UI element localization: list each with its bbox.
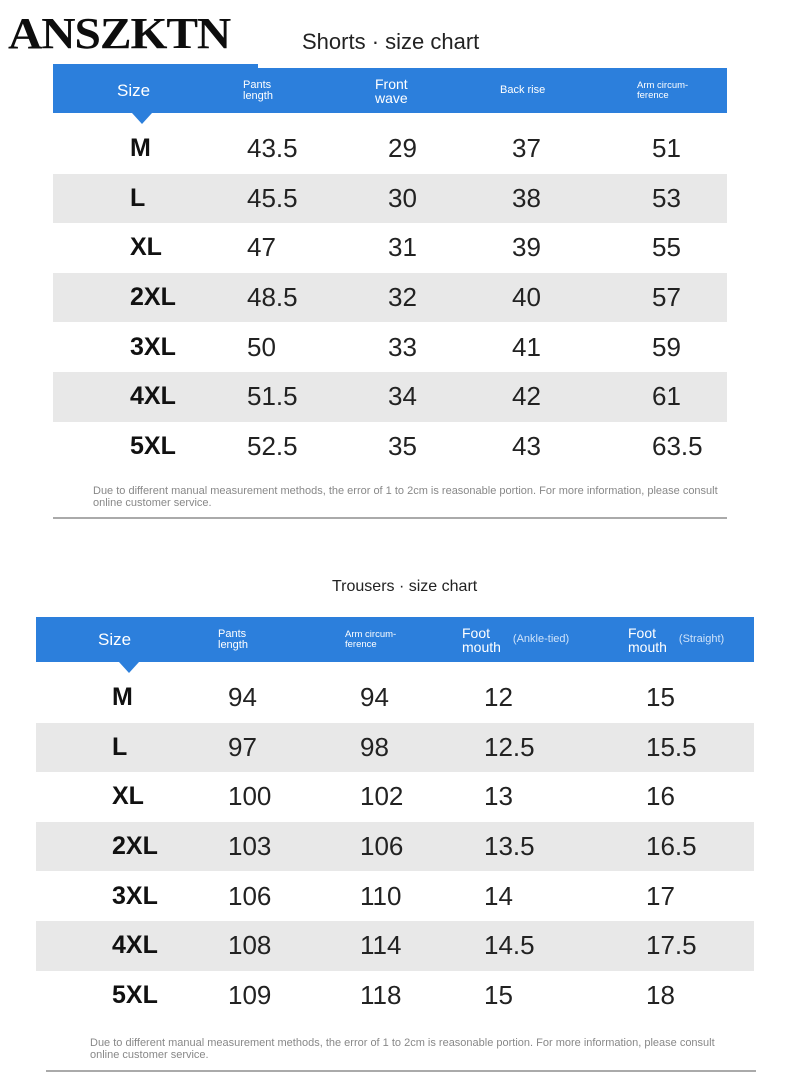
measurement-cell: 16.5: [646, 831, 697, 862]
measurement-cell: 51.5: [247, 381, 298, 412]
size-label: 4XL: [130, 382, 176, 411]
table-row: [36, 822, 754, 872]
shorts-table-header: [53, 68, 727, 113]
size-label: M: [130, 134, 151, 163]
header-label-line: ference: [345, 638, 377, 650]
measurement-cell: 13: [484, 781, 513, 812]
measurement-cell: 15: [484, 979, 513, 1010]
measurement-cell: 13.5: [484, 831, 535, 862]
table-row: [53, 322, 727, 372]
shorts-title: Shorts · size chart: [302, 29, 480, 54]
header-label-line: Foot: [628, 624, 657, 641]
header-label-line: mouth: [462, 638, 501, 655]
table-row: [53, 174, 727, 224]
size-label: 5XL: [130, 431, 176, 460]
measurement-cell: 43: [512, 430, 541, 461]
header-label-line: Size: [117, 81, 151, 100]
shorts-header-size: [117, 68, 150, 113]
size-label: 3XL: [130, 332, 176, 361]
measurement-cell: 57: [652, 282, 681, 313]
table-row: [53, 124, 727, 174]
measurement-cell: 43.5: [247, 133, 298, 164]
measurement-cell: 102: [360, 781, 404, 812]
measurement-cell: 98: [360, 731, 389, 762]
measurement-cell: 17.5: [646, 930, 697, 961]
measurement-cell: 45.5: [247, 182, 298, 213]
header-label-line: wave: [375, 89, 408, 106]
measurement-cell: 38: [512, 182, 541, 213]
header-label-line: Arm circum-: [637, 80, 689, 91]
shorts-header-col5: [637, 68, 688, 113]
table-row: [36, 971, 754, 1021]
header-label-line: Front: [375, 75, 408, 92]
measurement-cell: 108: [228, 930, 272, 961]
measurement-cell: 42: [512, 381, 541, 412]
measurement-cell: 14.5: [484, 930, 535, 961]
header-label-line: length: [218, 638, 248, 651]
table-row: [53, 372, 727, 422]
table-row: [36, 921, 754, 971]
measurement-cell: 50: [247, 331, 276, 362]
brand-logo: ANSZKTN: [8, 9, 231, 58]
size-label: XL: [112, 782, 144, 811]
measurement-cell: 63.5: [652, 430, 703, 461]
trousers-header-pants-length: [218, 617, 248, 662]
trousers-size-table: [36, 617, 754, 1020]
shorts-header-col4: [500, 68, 545, 113]
trousers-header-col3: [345, 617, 396, 662]
measurement-cell: 47: [247, 232, 276, 263]
shorts-divider: [53, 517, 727, 519]
measurement-cell: 14: [484, 880, 513, 911]
header-label-line: Size: [98, 630, 132, 649]
header-label-line: Pants: [243, 78, 272, 91]
measurement-cell: 61: [652, 381, 681, 412]
header-label-line: Pants: [218, 627, 247, 640]
table-row: [53, 273, 727, 323]
shorts-table-body: [53, 124, 727, 471]
size-label: 4XL: [112, 931, 158, 960]
table-row: [36, 772, 754, 822]
measurement-cell: 16: [646, 781, 675, 812]
table-row: [53, 422, 727, 472]
trousers-header-col4: [462, 617, 569, 662]
measurement-cell: 118: [360, 979, 402, 1010]
measurement-cell: 53: [652, 182, 681, 213]
size-label: M: [112, 683, 133, 712]
measurement-cell: 39: [512, 232, 541, 263]
measurement-cell: 18: [646, 979, 675, 1010]
measurement-cell: 33: [388, 331, 417, 362]
table-row: [36, 871, 754, 921]
size-label: 5XL: [112, 980, 158, 1009]
header-tab-notch: [53, 64, 258, 68]
table-row: [36, 673, 754, 723]
shorts-header-pants-length: [243, 68, 273, 113]
header-note: (Ankle-tied): [512, 633, 570, 645]
measurement-cell: 15.5: [646, 731, 697, 762]
measurement-cell: 94: [360, 682, 389, 713]
measurement-cell: 12: [484, 682, 513, 713]
header-label-line: length: [243, 89, 273, 102]
measurement-cell: 29: [388, 133, 417, 164]
shorts-size-table: [53, 68, 727, 471]
header-label-line: mouth: [628, 638, 667, 655]
measurement-cell: 40: [512, 282, 541, 313]
measurement-cell: 17: [646, 880, 675, 911]
header-label-line: Back rise: [500, 84, 546, 96]
measurement-cell: 59: [652, 331, 681, 362]
header-label-line: ference: [637, 89, 669, 101]
header-label-line: Arm circum-: [345, 629, 397, 640]
measurement-cell: 103: [228, 831, 272, 862]
header-arrow-marker: [119, 662, 139, 673]
size-label: 2XL: [130, 283, 176, 312]
shorts-header-col3: [375, 68, 408, 113]
shorts-measurement-note: Due to different manual measurement methods, the error of 1 to 2cm is reasonable portion. For more information, please consult online customer service.: [93, 485, 718, 510]
size-label: XL: [130, 233, 162, 262]
measurement-cell: 106: [228, 880, 272, 911]
trousers-divider: [46, 1070, 756, 1072]
measurement-cell: 51: [652, 133, 681, 164]
trousers-title: Trousers · size chart: [332, 578, 478, 595]
measurement-cell: 109: [228, 979, 272, 1010]
trousers-header-col5: [628, 617, 724, 662]
measurement-cell: 106: [360, 831, 404, 862]
size-label: L: [112, 732, 128, 761]
measurement-cell: 94: [228, 682, 257, 713]
measurement-cell: 12.5: [484, 731, 535, 762]
measurement-cell: 41: [512, 331, 541, 362]
size-label: 3XL: [112, 881, 158, 910]
table-row: [53, 223, 727, 273]
measurement-cell: 37: [512, 133, 541, 164]
measurement-cell: 100: [228, 781, 272, 812]
measurement-cell: 31: [388, 232, 417, 263]
measurement-cell: 30: [388, 182, 417, 213]
trousers-measurement-note: Due to different manual measurement methods, the error of 1 to 2cm is reasonable portion. For more information, please consult online customer service.: [90, 1037, 715, 1062]
measurement-cell: 48.5: [247, 282, 298, 313]
size-label: L: [130, 183, 146, 212]
measurement-cell: 97: [228, 731, 257, 762]
measurement-cell: 35: [388, 430, 417, 461]
header-label-line: Foot: [462, 624, 491, 641]
measurement-cell: 32: [388, 282, 417, 313]
header-note: (Straight): [678, 633, 725, 645]
measurement-cell: 55: [652, 232, 681, 263]
measurement-cell: 15: [646, 682, 675, 713]
trousers-table-header: [36, 617, 754, 662]
size-label: 2XL: [112, 832, 158, 861]
trousers-table-body: [36, 673, 754, 1020]
trousers-header-size: [98, 617, 131, 662]
measurement-cell: 34: [388, 381, 417, 412]
header-arrow-marker: [132, 113, 152, 124]
measurement-cell: 114: [360, 930, 402, 961]
measurement-cell: 110: [360, 880, 402, 911]
measurement-cell: 52.5: [247, 430, 298, 461]
table-row: [36, 723, 754, 773]
